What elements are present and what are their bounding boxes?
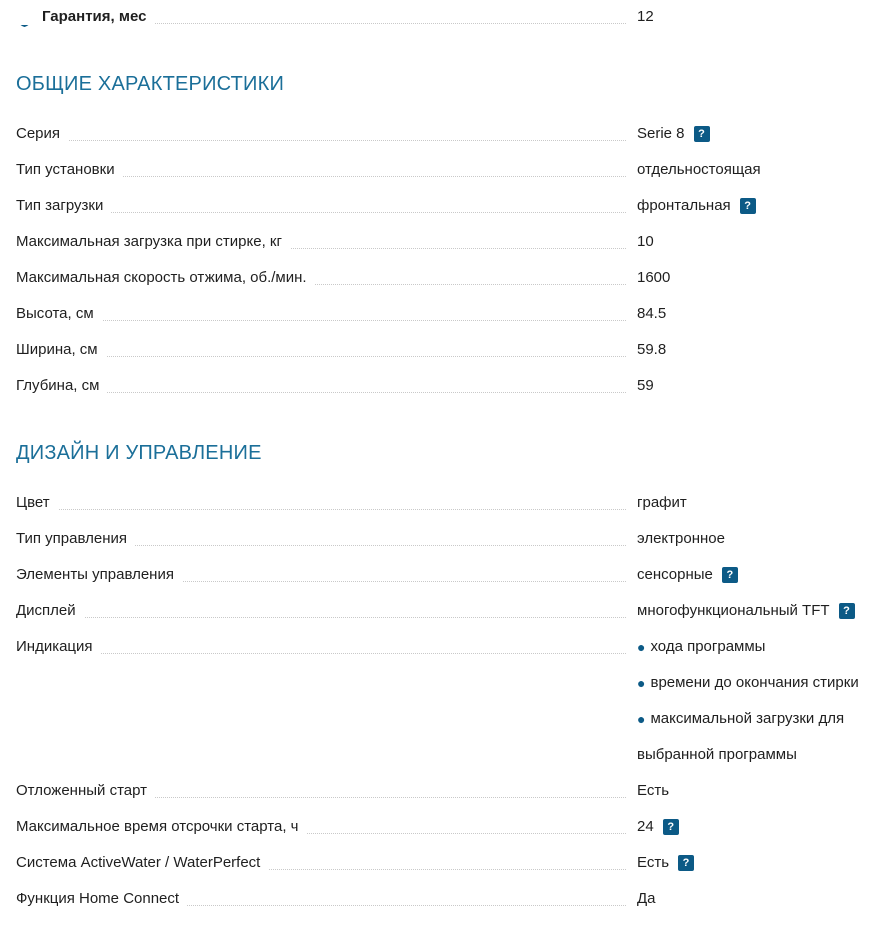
bullet-icon: ●	[637, 675, 646, 691]
spec-value: графит	[637, 494, 687, 511]
spec-value: 59	[637, 377, 654, 394]
spec-row-home-connect	[16, 887, 876, 911]
spec-row-delayed-start	[16, 779, 876, 803]
indication-text: времени до окончания стирки	[650, 674, 859, 691]
bullet-icon: ●	[637, 711, 646, 727]
help-icon[interactable]: ?	[694, 126, 710, 142]
indication-text: максимальной загрузки для	[650, 710, 845, 727]
spec-value: 84.5	[637, 305, 667, 322]
spec-label: Ширина, см	[16, 341, 106, 358]
spec-row-control-elements	[16, 563, 876, 587]
spec-value: Есть	[637, 782, 670, 799]
help-icon[interactable]: ?	[678, 855, 694, 871]
spec-value: Да	[637, 890, 656, 907]
spec-row-series	[16, 122, 876, 146]
spec-row-display	[16, 599, 876, 623]
spec-label: Максимальная загрузка при стирке, кг	[16, 233, 290, 250]
spec-row-load-type	[16, 194, 876, 218]
section-title-design: ДИЗАЙН И УПРАВЛЕНИЕ	[16, 442, 262, 464]
indication-item	[637, 671, 859, 695]
spec-label: Цвет	[16, 494, 58, 511]
spec-value: 1600	[637, 269, 671, 286]
spec-label: Максимальное время отсрочки старта, ч	[16, 818, 306, 835]
spec-value: 24	[637, 818, 654, 835]
spec-label: Тип загрузки	[16, 197, 111, 214]
spec-row-depth	[16, 374, 876, 398]
spec-row-max-delay	[16, 815, 876, 839]
warranty-value: 12	[637, 8, 654, 25]
spec-row-spin-speed	[16, 266, 876, 290]
indication-item-continuation	[637, 743, 797, 767]
spec-label: Тип установки	[16, 161, 123, 178]
spec-row-width	[16, 338, 876, 362]
spec-row-color	[16, 491, 876, 515]
help-icon[interactable]: ?	[740, 198, 756, 214]
spec-label: Индикация	[16, 638, 101, 655]
spec-row-height	[16, 302, 876, 326]
spec-label: Функция Home Connect	[16, 890, 187, 907]
spec-label: Дисплей	[16, 602, 84, 619]
bullet-icon: ●	[637, 639, 646, 655]
help-icon[interactable]: ?	[663, 819, 679, 835]
spec-value: многофункциональный TFT	[637, 602, 830, 619]
spec-label: Система ActiveWater / WaterPerfect	[16, 854, 268, 871]
spec-label: Глубина, см	[16, 377, 107, 394]
spec-label: Отложенный старт	[16, 782, 155, 799]
warranty-row	[16, 5, 876, 29]
indication-item	[637, 707, 844, 731]
help-icon[interactable]: ?	[839, 603, 855, 619]
help-icon[interactable]: ?	[722, 567, 738, 583]
spec-value: Есть	[637, 854, 670, 871]
spec-value: 59.8	[637, 341, 667, 358]
spec-value: электронное	[637, 530, 725, 547]
section-title-general: ОБЩИЕ ХАРАКТЕРИСТИКИ	[16, 73, 285, 95]
spec-row-control-type	[16, 527, 876, 551]
spec-value: 10	[637, 233, 654, 250]
spec-row-indication	[16, 635, 876, 659]
spec-label: Максимальная скорость отжима, об./мин.	[16, 269, 315, 286]
spec-row-max-load	[16, 230, 876, 254]
spec-label: Серия	[16, 125, 68, 142]
spec-label: Тип управления	[16, 530, 135, 547]
spec-label: Высота, см	[16, 305, 102, 322]
spec-row-install-type	[16, 158, 876, 182]
spec-value: Serie 8	[637, 125, 685, 142]
warranty-label: Гарантия, мес	[16, 8, 154, 25]
spec-value: хода программы	[650, 638, 766, 655]
indication-text: выбранной программы	[637, 746, 797, 763]
spec-value: фронтальная	[637, 197, 731, 214]
spec-label: Элементы управления	[16, 566, 182, 583]
spec-value: сенсорные	[637, 566, 713, 583]
spec-value: отдельностоящая	[637, 161, 761, 178]
spec-row-activewater	[16, 851, 876, 875]
